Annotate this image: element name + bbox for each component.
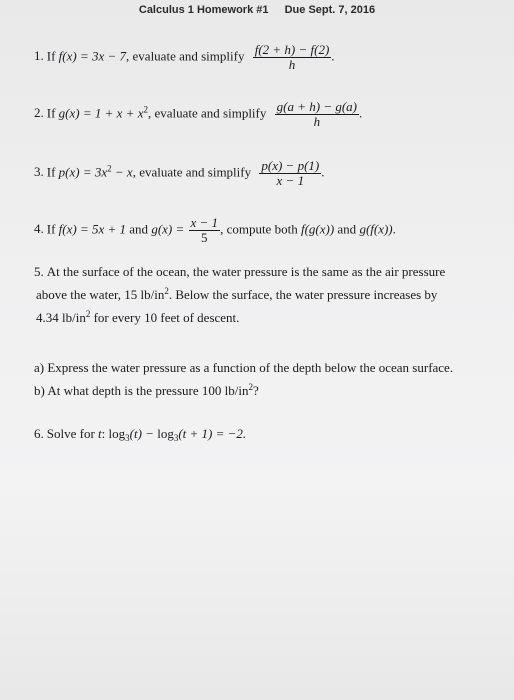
function-f-definition: f(x) = 5x + 1: [58, 221, 127, 237]
function-definition: f(x) = 3x − 7: [58, 48, 127, 64]
fraction-numerator: p(x) − p(1): [261, 158, 320, 173]
problem-4: 4. If f(x) = 5x + 1 and g(x) = $\frac{x - 1}{5}$ , compute both f(g(x)) and g(f(x)).: [34, 215, 396, 245]
problem-5-part-b: b) At what depth is the pressure 100 $lb/in^2$?: [34, 382, 259, 398]
difference-quotient: [253, 43, 332, 72]
problem-5-line-1: 5. At the surface of the ocean, the water pressure is the same as the air pressure: [34, 264, 446, 279]
problem-1: 1. If f(x) = 3x − 7, evaluate and simplify $\frac{f(2 + h) - f(2)}{h}$ .: [34, 42, 335, 72]
problem-2: 2. If $g(x) = 1 + x + x^2$, evaluate and simplify $\frac{g(a + h) - g(a)}{h}$ .: [34, 99, 363, 129]
problem-5-parts: [34, 356, 453, 402]
problem-number: 2.: [34, 105, 44, 121]
problem-5-part-a: a) Express the water pressure as a function of the depth below the ocean surface.: [34, 360, 454, 375]
function-g-definition: g(x) =: [151, 221, 188, 237]
fraction-denominator: h: [288, 57, 296, 72]
homework-title: Calculus 1 Homework #1: [138, 4, 269, 16]
problem-3: 3. If $p(x) = 3x^2 - x$, evaluate and simplify $\frac{p(x) - p(1)}{x - 1}$ .: [34, 158, 325, 188]
composition-fg: f(g(x)): [300, 221, 335, 237]
problem-6: 6. Solve for t: $\log_3(t) - \log_3(t + 1) = -2$.: [34, 426, 247, 443]
problem-5-line-3: 4.34 $lb/in^2$ for every 10 feet of descent.: [36, 309, 240, 325]
problem-number: 4.: [34, 221, 44, 237]
fraction-numerator: x − 1: [190, 215, 219, 230]
fraction-numerator: f(2 + h) − f(2): [254, 42, 330, 57]
problem-number: 5.: [34, 264, 44, 279]
problem-number: 6.: [34, 426, 44, 441]
fraction-denominator: 5: [201, 230, 208, 245]
difference-quotient: [259, 159, 321, 188]
fraction-numerator: g(a + h) − g(a): [276, 99, 358, 114]
function-definition: p(x) = 3x: [58, 164, 108, 180]
function-definition: g(x) = 1 + x + x: [58, 105, 144, 121]
problem-number: 3.: [34, 164, 44, 180]
difference-quotient: [275, 100, 359, 129]
due-date: Due Sept. 7, 2016: [284, 4, 376, 16]
problem-5: [34, 260, 445, 329]
log-equation: $\log_3(t) - \log_3(t + 1) = -2$.: [108, 426, 247, 443]
page-header: [0, 4, 514, 16]
problem-5-line-2: above the water, 15 $lb/in^2$. Below the surface, the water pressure increases by: [36, 286, 438, 302]
problem-number: 1.: [34, 48, 44, 64]
composition-gf: g(f(x)): [359, 221, 393, 237]
fraction-denominator: h: [313, 114, 321, 129]
fraction-denominator: x − 1: [276, 173, 305, 188]
g-fraction: [189, 216, 221, 245]
